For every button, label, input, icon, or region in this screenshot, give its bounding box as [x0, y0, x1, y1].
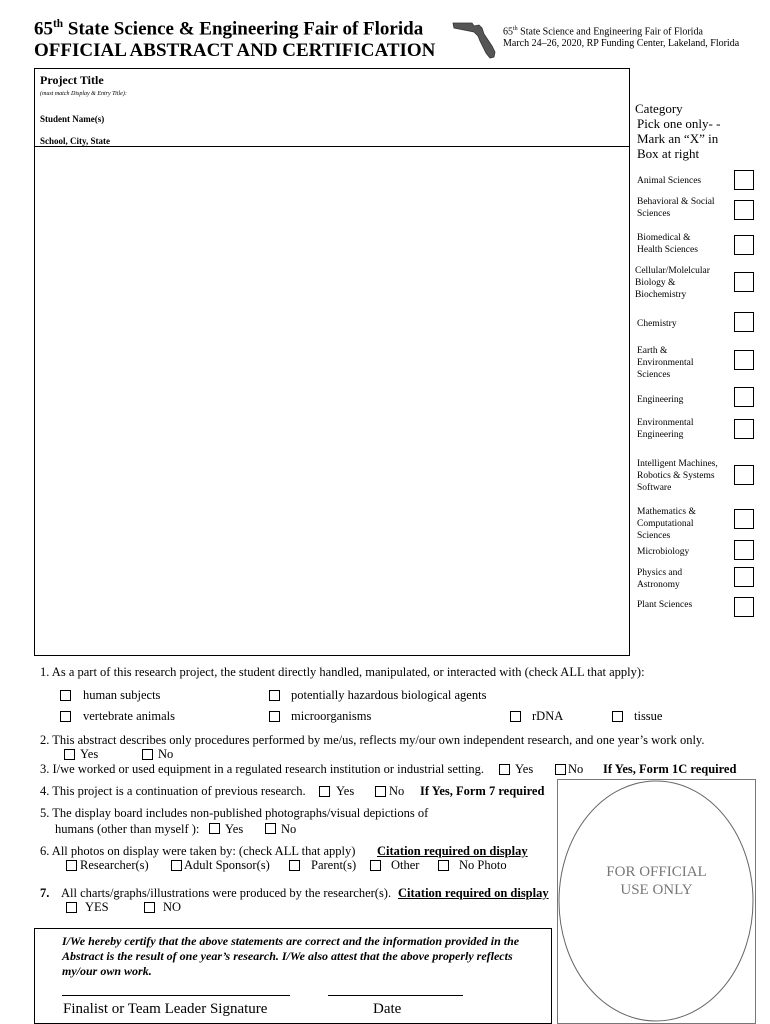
q7-no-label: NO — [163, 900, 182, 914]
date-line[interactable] — [328, 995, 463, 996]
abstract-divider — [34, 146, 629, 147]
category-animal-sciences: Animal Sciences — [637, 176, 702, 186]
q5-yes-label: Yes — [225, 822, 244, 836]
student-names-label: Student Name(s) — [40, 114, 105, 124]
header-right-line1: 65th State Science and Engineering Fair of Florida — [503, 26, 703, 38]
checkbox-biological-agents[interactable] — [269, 690, 280, 701]
category-checkbox-animal-sciences[interactable] — [734, 170, 754, 190]
checkbox-q7-no[interactable] — [144, 902, 155, 913]
question-5: 5. The display board includes non-published photographs/visual depictions of — [40, 806, 429, 820]
category-checkbox-plant-sciences[interactable] — [734, 597, 754, 617]
category-checkbox-microbiology[interactable] — [734, 540, 754, 560]
category-checkbox-earth-environmental[interactable] — [734, 350, 754, 370]
category-plant-sciences: Plant Sciences — [637, 600, 693, 610]
q7-citation-note: Citation required on display — [398, 886, 549, 900]
checkbox-q5-yes[interactable] — [209, 823, 220, 834]
q3-yes-label: Yes — [515, 762, 534, 776]
q3-no-label: No — [568, 762, 584, 776]
page-subtitle: OFFICIAL ABSTRACT AND CERTIFICATION — [34, 40, 436, 61]
official-use-oval — [557, 779, 756, 1024]
category-instr-3: Box at right — [637, 146, 700, 161]
category-physics-astronomy: Physics and Astronomy — [637, 568, 683, 590]
signature-line[interactable] — [62, 995, 290, 996]
category-checkbox-engineering[interactable] — [734, 387, 754, 407]
checkbox-q2-no[interactable] — [142, 749, 153, 760]
official-use-line1: FOR OFFICIAL — [606, 864, 707, 880]
category-cellular-molecular: Cellular/Molelcular Biology & Biochemistry — [635, 266, 710, 300]
option-vertebrate-animals: vertebrate animals — [83, 709, 175, 723]
option-rdna: rDNA — [532, 709, 564, 723]
checkbox-q5-no[interactable] — [265, 823, 276, 834]
checkbox-rdna[interactable] — [510, 711, 521, 722]
category-biomedical-health: Biomedical & Health Sciences — [637, 233, 698, 255]
florida-map-icon — [452, 20, 498, 60]
category-instr-1: Pick one only- - — [637, 116, 721, 131]
project-title-label: Project Title — [40, 73, 104, 87]
category-intelligent-machines: Intelligent Machines, Robotics & Systems Software — [637, 459, 718, 493]
checkbox-microorganisms[interactable] — [269, 711, 280, 722]
checkbox-q6-adult-sponsor[interactable] — [171, 860, 182, 871]
q2-no-label: No — [158, 747, 174, 761]
checkbox-q6-other[interactable] — [370, 860, 381, 871]
category-earth-environmental: Earth & Environmental Sciences — [637, 346, 694, 380]
category-mathematics: Mathematics & Computational Sciences — [637, 507, 696, 541]
category-chemistry: Chemistry — [637, 319, 677, 329]
option-biological-agents: potentially hazardous biological agents — [291, 688, 487, 702]
question-4: 4. This project is a continuation of previous research. — [40, 784, 306, 798]
checkbox-q3-yes[interactable] — [499, 764, 510, 775]
question-5-line-2: humans (other than myself ): — [55, 822, 200, 836]
signature-label: Finalist or Team Leader Signature — [63, 1001, 268, 1017]
certification-text: I/We hereby certify that the above statements are correct and the information provided in the Abstract is the result of one year’s research. I/We also attest that the above properly reflects my/our own work. — [62, 934, 520, 978]
q4-form-note: If Yes, Form 7 required — [420, 784, 545, 798]
q6-researcher-label: Researcher(s) — [80, 858, 149, 872]
option-human-subjects: human subjects — [83, 688, 161, 702]
category-checkbox-physics-astronomy[interactable] — [734, 567, 754, 587]
q5-no-label: No — [281, 822, 297, 836]
category-checkbox-environmental-engineering[interactable] — [734, 419, 754, 439]
q3-form-note: If Yes, Form 1C required — [603, 762, 737, 776]
checkbox-q6-parent[interactable] — [289, 860, 300, 871]
category-checkbox-biomedical-health[interactable] — [734, 235, 754, 255]
checkbox-q4-no[interactable] — [375, 786, 386, 797]
q6-no-photo-label: No Photo — [459, 858, 507, 872]
page-title: 65th State Science & Engineering Fair of Florida — [34, 18, 424, 40]
header-right-line2: March 24–26, 2020, RP Funding Center, Lakeland, Florida — [503, 38, 740, 49]
q4-yes-label: Yes — [336, 784, 355, 798]
category-behavioral-social: Behavioral & Social Sciences — [637, 197, 715, 219]
option-microorganisms: microorganisms — [291, 709, 372, 723]
option-tissue: tissue — [634, 709, 663, 723]
category-microbiology: Microbiology — [637, 547, 690, 557]
q6-parent-label: Parent(s) — [311, 858, 357, 872]
checkbox-tissue[interactable] — [612, 711, 623, 722]
category-checkbox-intelligent-machines[interactable] — [734, 465, 754, 485]
q7-yes-label: YES — [85, 900, 109, 914]
date-label: Date — [373, 1001, 402, 1017]
project-title-note: (must match Display & Entry Title): — [40, 91, 127, 97]
checkbox-human-subjects[interactable] — [60, 690, 71, 701]
q2-yes-label: Yes — [80, 747, 99, 761]
question-6: 6. All photos on display were taken by: (check ALL that apply) — [40, 844, 356, 858]
question-1: 1. As a part of this research project, the student directly handled, manipulated, or interacted with (check ALL that apply): — [40, 665, 645, 679]
checkbox-q6-no-photo[interactable] — [438, 860, 449, 871]
category-checkbox-mathematics[interactable] — [734, 509, 754, 529]
q6-other-label: Other — [391, 858, 420, 872]
school-label: School, City, State — [40, 136, 111, 146]
category-checkbox-behavioral-social[interactable] — [734, 200, 754, 220]
question-3: 3. I/we worked or used equipment in a regulated research institution or industrial setting. — [40, 762, 484, 776]
category-engineering: Engineering — [637, 395, 684, 405]
q6-citation-note: Citation required on display — [377, 844, 528, 858]
checkbox-q2-yes[interactable] — [64, 749, 75, 760]
checkbox-vertebrate-animals[interactable] — [60, 711, 71, 722]
checkbox-q4-yes[interactable] — [319, 786, 330, 797]
category-heading: Category — [635, 101, 683, 116]
question-2: 2. This abstract describes only procedures performed by me/us, reflects my/our own independent research, and one year’s work only. — [40, 733, 705, 747]
q6-adult-sponsor-label: Adult Sponsor(s) — [184, 858, 270, 872]
category-instr-2: Mark an “X” in — [637, 131, 719, 146]
q4-no-label: No — [389, 784, 405, 798]
category-checkbox-cellular-molecular[interactable] — [734, 272, 754, 292]
abstract-text-area[interactable] — [36, 148, 626, 652]
checkbox-q7-yes[interactable] — [66, 902, 77, 913]
question-7-number: 7. — [40, 886, 50, 900]
question-7: All charts/graphs/illustrations were produced by the researcher(s). — [61, 886, 392, 900]
checkbox-q6-researcher[interactable] — [66, 860, 77, 871]
official-use-line2: USE ONLY — [620, 882, 693, 898]
category-checkbox-chemistry[interactable] — [734, 312, 754, 332]
category-environmental-engineering: Environmental Engineering — [637, 418, 694, 440]
checkbox-q3-no[interactable] — [555, 764, 566, 775]
